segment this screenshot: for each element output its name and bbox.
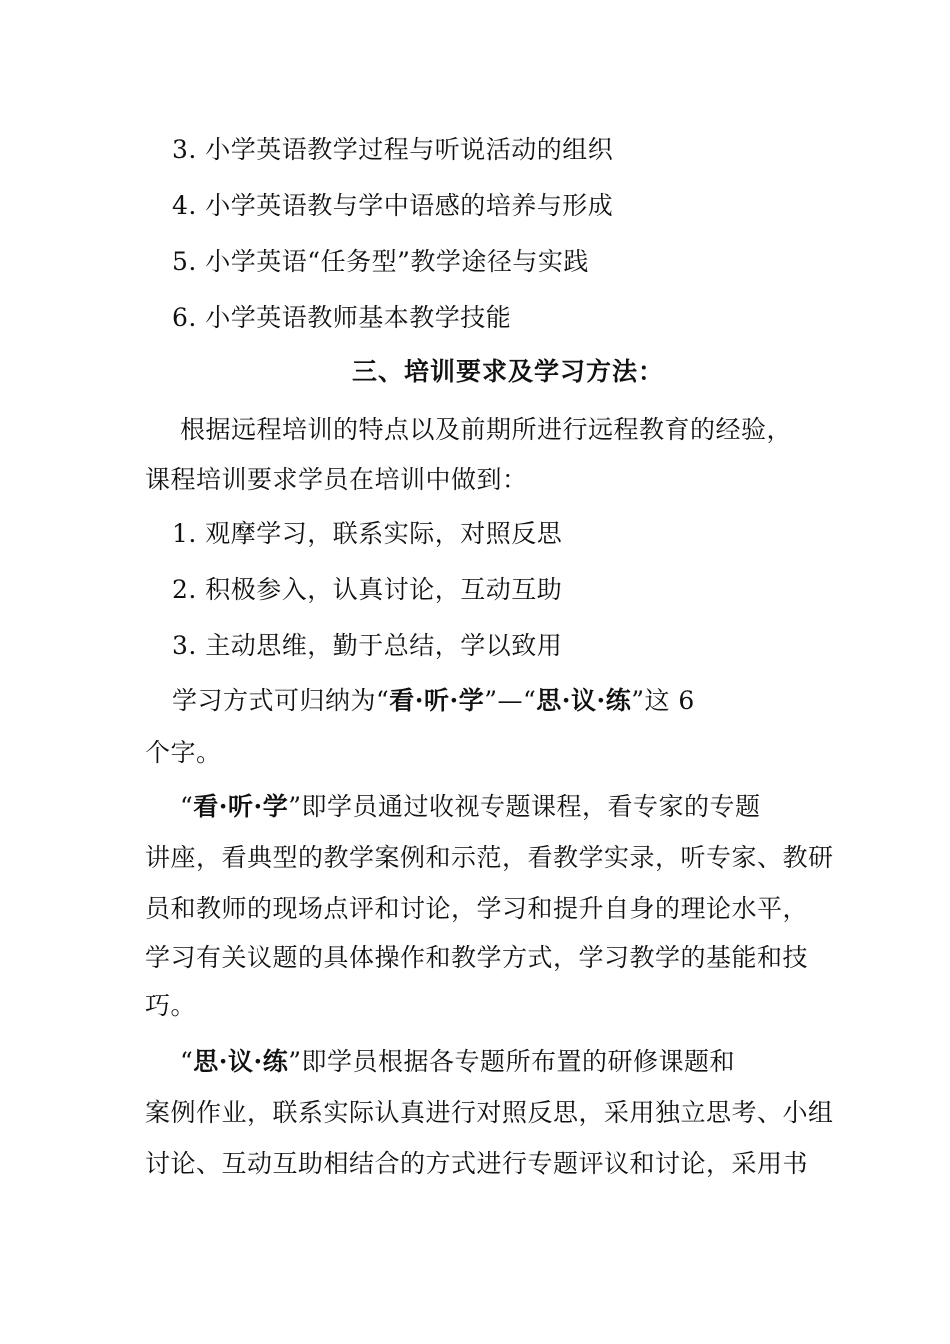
requirement-item-1: 1. 观摩学习，联系实际，对照反思 [172,519,563,548]
intro-paragraph-line-1: 根据远程培训的特点以及前期所进行远程教育的经验， [180,415,793,444]
requirement-item-2: 2. 积极参入，认真讨论，互动互助 [172,575,563,604]
think-discuss-practice-line-3: 讨论、互动互助相结合的方式进行专题评议和讨论，采用书 [145,1149,809,1178]
think-discuss-practice-term: 思·议·练 [193,1047,289,1076]
method-middle: ”—“ [484,686,537,715]
course-list-item-5: 5. 小学英语“任务型”教学途径与实践 [172,247,589,276]
look-listen-learn-line-3: 员和教师的现场点评和讨论，学习和提升自身的理论水平， [145,894,809,923]
quote-open: “ [180,792,194,821]
intro-paragraph-line-2: 课程培训要求学员在培训中做到： [145,465,528,494]
method-summary-line-1 [0,686,950,716]
think-discuss-practice-line-2: 案例作业，联系实际认真进行对照反思，采用独立思考、小组 [145,1098,834,1127]
look-listen-learn-line-2: 讲座，看典型的教学案例和示范，看教学实录，听专家、教研 [145,843,834,872]
method-term-think-discuss-practice: 思·议·练 [536,686,632,715]
think-discuss-practice-text: ”即学员根据各专题所布置的研修课题和 [288,1047,735,1076]
look-listen-learn-text: ”即学员通过收视专题课程，看专家的专题 [288,792,761,821]
method-suffix: ”这 6 [631,686,695,715]
look-listen-learn-term: 看·听·学 [193,792,289,821]
method-prefix: 学习方式可归纳为“ [172,686,390,715]
think-discuss-practice-line-1 [0,1047,950,1077]
quote-open: “ [180,1047,194,1076]
course-list-item-4: 4. 小学英语教与学中语感的培养与形成 [172,191,614,220]
method-summary-line-2: 个字。 [145,738,222,767]
course-list-item-3: 3. 小学英语教学过程与听说活动的组织 [172,135,614,164]
look-listen-learn-line-1 [0,792,950,822]
requirement-item-3: 3. 主动思维，勤于总结，学以致用 [172,631,563,660]
look-listen-learn-line-5: 巧。 [145,991,197,1020]
section-heading: 三、培训要求及学习方法： [352,357,665,386]
look-listen-learn-line-4: 学习有关议题的具体操作和教学方式，学习教学的基能和技 [145,943,809,972]
course-list-item-6: 6. 小学英语教师基本教学技能 [172,303,512,332]
method-term-look-listen-learn: 看·听·学 [389,686,485,715]
